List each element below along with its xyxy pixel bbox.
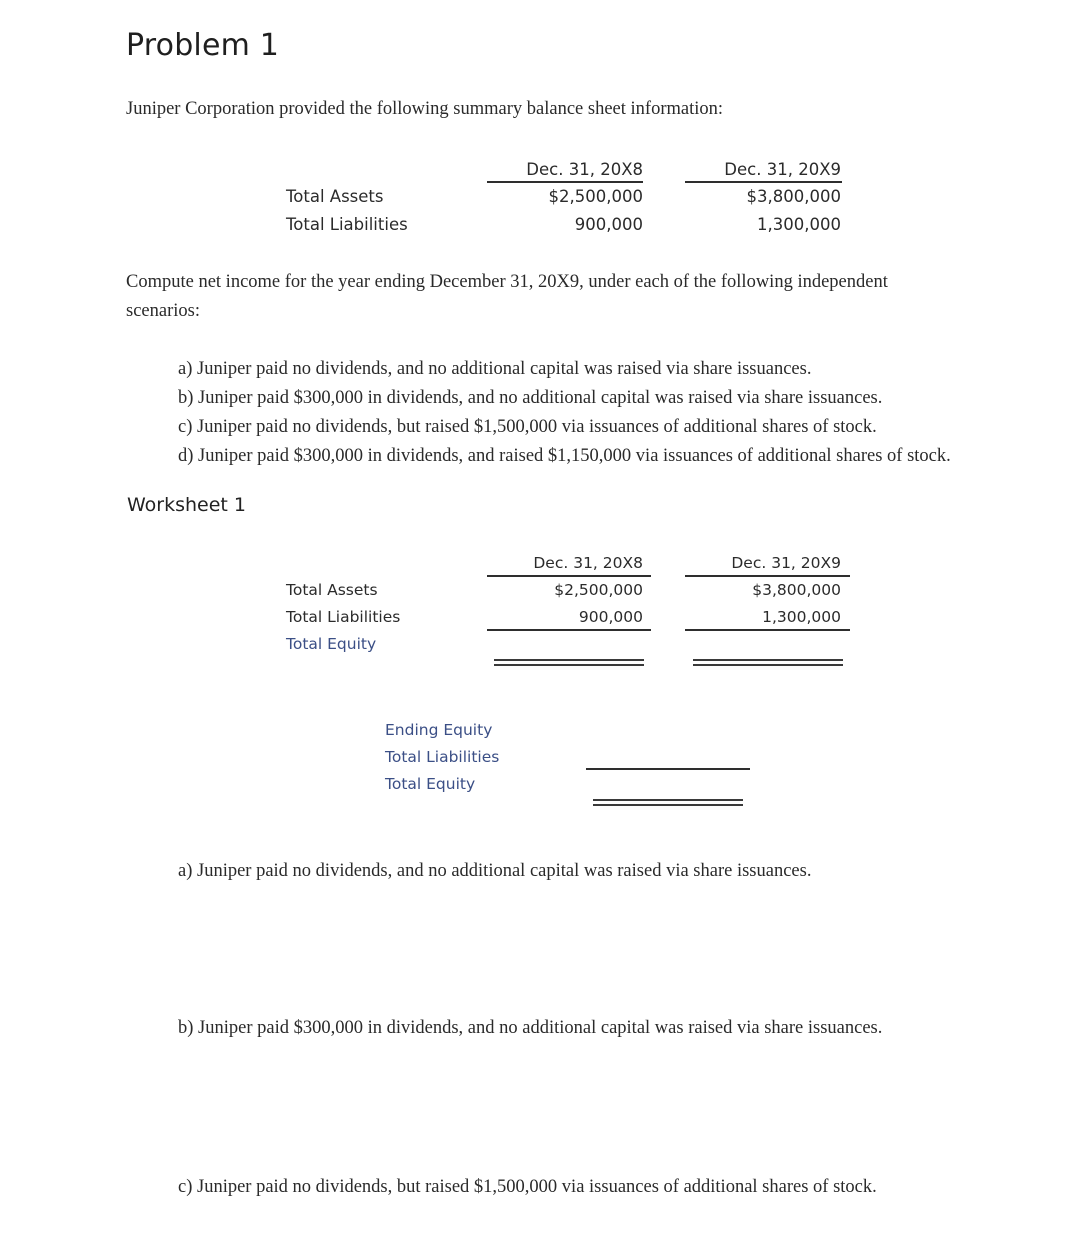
header-underline-20x8 bbox=[487, 181, 643, 183]
label-ending-equity: Ending Equity bbox=[385, 721, 493, 739]
answer-section-a: a) Juniper paid no dividends, and no additional capital was raised via share issuances. bbox=[178, 861, 812, 881]
ws-header-underline-20x8 bbox=[487, 575, 651, 577]
header-underline-20x9 bbox=[685, 181, 842, 183]
row-label-total-assets: Total Assets bbox=[286, 187, 384, 206]
scenario-c: c) Juniper paid no dividends, but raised $1,500,000 via issuances of additional shares of stock. bbox=[178, 417, 877, 437]
label-total-liabilities: Total Liabilities bbox=[385, 748, 500, 766]
ws-row-label-total-equity: Total Equity bbox=[286, 635, 377, 653]
instruction-text-line1: Compute net income for the year ending December 31, 20X9, under each of the following independent bbox=[126, 272, 888, 292]
total-assets-20x8: $2,500,000 bbox=[548, 187, 643, 206]
instruction-text-line2: scenarios: bbox=[126, 301, 200, 321]
total-liabilities-20x8: 900,000 bbox=[574, 215, 643, 234]
scenario-d: d) Juniper paid $300,000 in dividends, and raised $1,150,000 via issuances of additional shares of stock. bbox=[178, 446, 951, 466]
ws-total-equity-double-rule-20x8 bbox=[494, 659, 644, 666]
ws-column-header-20x9: Dec. 31, 20X9 bbox=[731, 554, 841, 572]
ws-total-equity-double-rule-20x9 bbox=[693, 659, 843, 666]
intro-text: Juniper Corporation provided the following summary balance sheet information: bbox=[126, 99, 723, 119]
total-liabilities-20x9: 1,300,000 bbox=[757, 215, 841, 234]
column-header-20x8: Dec. 31, 20X8 bbox=[526, 160, 643, 179]
row-label-total-liabilities: Total Liabilities bbox=[286, 215, 408, 234]
ws-total-liabilities-20x8: 900,000 bbox=[578, 608, 643, 626]
ws-total-assets-20x9: $3,800,000 bbox=[752, 581, 841, 599]
ws-row-label-total-liabilities: Total Liabilities bbox=[286, 608, 401, 626]
equity-block-single-rule bbox=[586, 768, 750, 770]
page-title: Problem 1 bbox=[126, 28, 280, 63]
scenario-b: b) Juniper paid $300,000 in dividends, and no additional capital was raised via share issuances. bbox=[178, 388, 883, 408]
total-assets-20x9: $3,800,000 bbox=[746, 187, 841, 206]
scenario-a: a) Juniper paid no dividends, and no additional capital was raised via share issuances. bbox=[178, 359, 812, 379]
equity-block-double-rule bbox=[593, 799, 743, 806]
ws-header-underline-20x9 bbox=[685, 575, 850, 577]
ws-liabilities-underline-20x9 bbox=[685, 629, 850, 631]
ws-row-label-total-assets: Total Assets bbox=[286, 581, 378, 599]
ws-total-liabilities-20x9: 1,300,000 bbox=[762, 608, 841, 626]
label-total-equity: Total Equity bbox=[385, 775, 476, 793]
answer-section-c: c) Juniper paid no dividends, but raised $1,500,000 via issuances of additional shares of stock. bbox=[178, 1177, 877, 1197]
column-header-20x9: Dec. 31, 20X9 bbox=[724, 160, 841, 179]
ws-liabilities-underline-20x8 bbox=[487, 629, 651, 631]
worksheet-title: Worksheet 1 bbox=[127, 494, 247, 516]
ws-column-header-20x8: Dec. 31, 20X8 bbox=[533, 554, 643, 572]
answer-section-b: b) Juniper paid $300,000 in dividends, and no additional capital was raised via share issuances. bbox=[178, 1018, 883, 1038]
ws-total-assets-20x8: $2,500,000 bbox=[554, 581, 643, 599]
